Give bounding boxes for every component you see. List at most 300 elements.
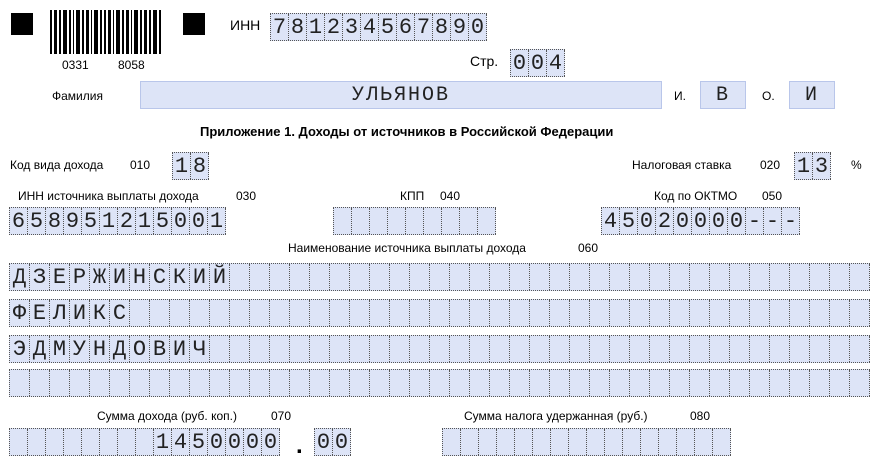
char-cell (810, 370, 830, 396)
tax-sum-field[interactable] (442, 428, 731, 456)
char-cell (710, 336, 730, 362)
income-sum-num: 070 (271, 409, 292, 423)
char-cell: 0 (190, 208, 208, 234)
char-cell (790, 370, 810, 396)
char-cell (590, 264, 610, 290)
char-cell (210, 370, 230, 396)
initial-name-label: И. (674, 89, 686, 103)
char-cell: 4 (602, 208, 620, 234)
char-cell (570, 336, 590, 362)
char-cell: К (170, 264, 190, 290)
char-cell (530, 336, 550, 362)
char-cell (810, 336, 830, 362)
char-cell (350, 336, 370, 362)
char-cell (490, 336, 510, 362)
income-sum-kop-field[interactable] (314, 428, 351, 456)
corner-marker-left (11, 13, 33, 35)
char-cell: Э (10, 336, 30, 362)
char-cell: 1 (173, 153, 191, 179)
char-cell (730, 300, 750, 326)
char-cell (330, 300, 350, 326)
char-cell (770, 336, 790, 362)
char-cell (610, 336, 630, 362)
char-cell: О (130, 336, 150, 362)
char-cell (610, 300, 630, 326)
source-inn-label: ИНН источника выплаты дохода (18, 189, 199, 203)
initial-name-field[interactable]: В (700, 81, 746, 109)
char-cell (118, 429, 136, 455)
char-cell (790, 300, 810, 326)
char-cell: 0 (692, 208, 710, 234)
char-cell (230, 336, 250, 362)
income-sum-rub-field[interactable] (9, 428, 280, 456)
char-cell: Ф (10, 300, 30, 326)
char-cell (370, 370, 390, 396)
barcode-number-left: 0331 (62, 58, 89, 72)
char-cell (750, 336, 770, 362)
char-cell: 4 (172, 429, 190, 455)
char-cell: 8 (433, 14, 451, 40)
char-cell (410, 336, 430, 362)
char-cell (290, 370, 310, 396)
char-cell (136, 429, 154, 455)
decimal-point: . (296, 432, 303, 459)
char-cell: 5 (82, 208, 100, 234)
source-name-line-2[interactable] (9, 299, 870, 327)
char-cell (310, 300, 330, 326)
char-cell (430, 264, 450, 290)
char-cell: 4 (361, 14, 379, 40)
char-cell (442, 208, 460, 234)
char-cell: 0 (674, 208, 692, 234)
char-cell: - (764, 208, 782, 234)
char-cell (390, 370, 410, 396)
char-cell (623, 429, 641, 455)
kpp-label: КПП (400, 189, 425, 203)
char-cell (250, 336, 270, 362)
char-cell (290, 300, 310, 326)
char-cell (50, 370, 70, 396)
char-cell (352, 208, 370, 234)
income-code-field[interactable] (172, 152, 209, 180)
char-cell (478, 208, 496, 234)
char-cell (210, 300, 230, 326)
char-cell: Р (70, 264, 90, 290)
char-cell: 4 (547, 50, 565, 76)
char-cell (590, 370, 610, 396)
char-cell (750, 264, 770, 290)
tax-rate-field[interactable] (794, 152, 831, 180)
char-cell: 0 (469, 14, 487, 40)
char-cell: 8 (46, 208, 64, 234)
char-cell (590, 300, 610, 326)
char-cell: И (190, 264, 210, 290)
char-cell (730, 336, 750, 362)
char-cell (90, 370, 110, 396)
char-cell (350, 264, 370, 290)
char-cell (690, 264, 710, 290)
char-cell (550, 264, 570, 290)
char-cell (690, 336, 710, 362)
tax-rate-unit: % (851, 158, 862, 172)
char-cell: 5 (190, 429, 208, 455)
char-cell (497, 429, 515, 455)
appendix-title: Приложение 1. Доходы от источников в Российской Федерации (200, 124, 614, 139)
char-cell: Н (130, 264, 150, 290)
kpp-field[interactable] (333, 207, 496, 235)
char-cell (10, 370, 30, 396)
oktmo-num: 050 (762, 189, 783, 203)
char-cell: В (150, 336, 170, 362)
surname-label: Фамилия (52, 89, 103, 103)
char-cell (230, 264, 250, 290)
char-cell: Д (30, 336, 50, 362)
char-cell (430, 370, 450, 396)
char-cell: С (110, 300, 130, 326)
char-cell (250, 370, 270, 396)
char-cell (670, 336, 690, 362)
char-cell (530, 370, 550, 396)
char-cell: 5 (28, 208, 46, 234)
char-cell (479, 429, 497, 455)
char-cell (650, 336, 670, 362)
char-cell: 5 (154, 208, 172, 234)
char-cell: 0 (710, 208, 728, 234)
char-cell (850, 370, 870, 396)
char-cell: Н (90, 336, 110, 362)
char-cell (270, 264, 290, 290)
oktmo-field[interactable] (601, 207, 800, 235)
char-cell (210, 336, 230, 362)
char-cell (810, 264, 830, 290)
char-cell (630, 370, 650, 396)
char-cell (100, 429, 118, 455)
char-cell (730, 370, 750, 396)
char-cell: М (50, 336, 70, 362)
char-cell (810, 300, 830, 326)
char-cell (190, 300, 210, 326)
char-cell (350, 300, 370, 326)
char-cell (510, 370, 530, 396)
char-cell (690, 370, 710, 396)
char-cell (370, 300, 390, 326)
char-cell (770, 264, 790, 290)
char-cell: 0 (172, 208, 190, 234)
char-cell (850, 264, 870, 290)
char-cell: Д (110, 336, 130, 362)
char-cell (530, 300, 550, 326)
char-cell (334, 208, 352, 234)
tax-rate-num: 020 (760, 158, 781, 172)
char-cell (270, 300, 290, 326)
char-cell (713, 429, 731, 455)
char-cell (250, 300, 270, 326)
char-cell (30, 370, 50, 396)
char-cell (850, 300, 870, 326)
char-cell (587, 429, 605, 455)
char-cell (490, 300, 510, 326)
char-cell: 0 (315, 429, 333, 455)
page-field[interactable] (510, 49, 565, 77)
char-cell: С (150, 264, 170, 290)
char-cell (510, 336, 530, 362)
char-cell (470, 300, 490, 326)
kpp-num: 040 (440, 189, 461, 203)
char-cell (450, 264, 470, 290)
char-cell (470, 264, 490, 290)
char-cell (370, 208, 388, 234)
char-cell (533, 429, 551, 455)
char-cell: 0 (728, 208, 746, 234)
char-cell: Й (210, 264, 230, 290)
char-cell (390, 336, 410, 362)
char-cell (515, 429, 533, 455)
char-cell (550, 300, 570, 326)
char-cell (570, 264, 590, 290)
char-cell (370, 264, 390, 290)
char-cell: 3 (813, 153, 831, 179)
char-cell (388, 208, 406, 234)
char-cell (310, 264, 330, 290)
char-cell (70, 370, 90, 396)
char-cell (443, 429, 461, 455)
char-cell (470, 336, 490, 362)
char-cell (390, 300, 410, 326)
char-cell (130, 300, 150, 326)
char-cell (250, 264, 270, 290)
char-cell: 6 (397, 14, 415, 40)
char-cell (530, 264, 550, 290)
char-cell (64, 429, 82, 455)
char-cell: 8 (289, 14, 307, 40)
char-cell (82, 429, 100, 455)
char-cell: 0 (638, 208, 656, 234)
char-cell: 0 (262, 429, 280, 455)
inn-label: ИНН (230, 17, 261, 33)
char-cell: И (110, 264, 130, 290)
page-label: Стр. (470, 53, 499, 69)
char-cell (830, 264, 850, 290)
income-code-label: Код вида дохода (10, 158, 104, 172)
char-cell (630, 336, 650, 362)
char-cell: 1 (100, 208, 118, 234)
char-cell (650, 370, 670, 396)
char-cell (230, 370, 250, 396)
char-cell: 3 (343, 14, 361, 40)
char-cell: 0 (511, 50, 529, 76)
char-cell (670, 300, 690, 326)
char-cell (450, 370, 470, 396)
char-cell (570, 370, 590, 396)
source-name-line-3[interactable] (9, 335, 870, 363)
char-cell (406, 208, 424, 234)
char-cell (650, 264, 670, 290)
tax-sum-num: 080 (690, 409, 711, 423)
char-cell (790, 264, 810, 290)
char-cell (770, 300, 790, 326)
char-cell (350, 370, 370, 396)
char-cell: К (90, 300, 110, 326)
char-cell (430, 300, 450, 326)
char-cell (330, 336, 350, 362)
char-cell (461, 429, 479, 455)
char-cell: 0 (529, 50, 547, 76)
char-cell (290, 336, 310, 362)
char-cell: У (70, 336, 90, 362)
char-cell (677, 429, 695, 455)
char-cell (550, 370, 570, 396)
char-cell: 0 (333, 429, 351, 455)
char-cell (830, 300, 850, 326)
char-cell: 5 (379, 14, 397, 40)
initial-patronymic-field[interactable]: И (789, 81, 835, 109)
char-cell: 2 (118, 208, 136, 234)
barcode-number-right: 8058 (118, 58, 145, 72)
char-cell (830, 336, 850, 362)
char-cell (610, 370, 630, 396)
char-cell: 1 (795, 153, 813, 179)
char-cell: 2 (656, 208, 674, 234)
source-name-label: Наименование источника выплаты дохода (288, 241, 526, 255)
char-cell (370, 336, 390, 362)
char-cell (790, 336, 810, 362)
char-cell: 9 (451, 14, 469, 40)
char-cell (770, 370, 790, 396)
char-cell: 1 (136, 208, 154, 234)
char-cell (310, 336, 330, 362)
char-cell (270, 336, 290, 362)
char-cell (750, 300, 770, 326)
char-cell (190, 370, 210, 396)
char-cell (730, 264, 750, 290)
char-cell: Д (10, 264, 30, 290)
char-cell (424, 208, 442, 234)
char-cell (670, 370, 690, 396)
char-cell: Л (50, 300, 70, 326)
char-cell: 1 (208, 208, 226, 234)
source-name-line-1[interactable] (9, 263, 870, 291)
char-cell: 0 (226, 429, 244, 455)
char-cell (450, 300, 470, 326)
barcode (50, 10, 162, 60)
char-cell (659, 429, 677, 455)
char-cell: Ж (90, 264, 110, 290)
char-cell (170, 300, 190, 326)
char-cell: Е (50, 264, 70, 290)
char-cell: 8 (191, 153, 209, 179)
char-cell (710, 300, 730, 326)
char-cell (460, 208, 478, 234)
char-cell: З (30, 264, 50, 290)
char-cell (690, 300, 710, 326)
char-cell: - (746, 208, 764, 234)
char-cell: И (170, 336, 190, 362)
char-cell (590, 336, 610, 362)
char-cell (270, 370, 290, 396)
char-cell (605, 429, 623, 455)
char-cell (630, 264, 650, 290)
oktmo-label: Код по ОКТМО (654, 189, 738, 203)
char-cell: 7 (415, 14, 433, 40)
char-cell (490, 264, 510, 290)
char-cell (551, 429, 569, 455)
income-code-num: 010 (130, 158, 151, 172)
char-cell (410, 264, 430, 290)
char-cell: 0 (244, 429, 262, 455)
source-inn-field[interactable] (9, 207, 226, 235)
char-cell (46, 429, 64, 455)
char-cell: 1 (154, 429, 172, 455)
char-cell (230, 300, 250, 326)
char-cell (570, 300, 590, 326)
char-cell (310, 370, 330, 396)
char-cell (150, 370, 170, 396)
char-cell (490, 370, 510, 396)
char-cell (450, 336, 470, 362)
char-cell (670, 264, 690, 290)
char-cell: 0 (208, 429, 226, 455)
source-inn-num: 030 (236, 189, 257, 203)
char-cell (130, 370, 150, 396)
char-cell: 5 (620, 208, 638, 234)
char-cell (830, 370, 850, 396)
char-cell (470, 370, 490, 396)
char-cell (290, 264, 310, 290)
char-cell (710, 370, 730, 396)
tax-sum-label: Сумма налога удержанная (руб.) (464, 409, 648, 423)
char-cell: 9 (64, 208, 82, 234)
char-cell (28, 429, 46, 455)
char-cell (10, 429, 28, 455)
char-cell: 6 (10, 208, 28, 234)
char-cell: Ч (190, 336, 210, 362)
corner-marker-right (183, 13, 205, 35)
char-cell: Е (30, 300, 50, 326)
char-cell: 2 (325, 14, 343, 40)
income-sum-label: Сумма дохода (руб. коп.) (97, 409, 237, 423)
char-cell (510, 264, 530, 290)
char-cell (110, 370, 130, 396)
char-cell: 1 (307, 14, 325, 40)
char-cell: - (782, 208, 800, 234)
char-cell: 7 (271, 14, 289, 40)
char-cell (850, 336, 870, 362)
initial-patronymic-label: О. (762, 89, 775, 103)
char-cell (750, 370, 770, 396)
char-cell (641, 429, 659, 455)
char-cell (550, 336, 570, 362)
char-cell (330, 264, 350, 290)
inn-field[interactable] (270, 13, 487, 41)
char-cell (695, 429, 713, 455)
char-cell (630, 300, 650, 326)
source-name-num: 060 (578, 241, 599, 255)
char-cell (390, 264, 410, 290)
char-cell (430, 336, 450, 362)
surname-field[interactable]: УЛЬЯНОВ (140, 81, 662, 109)
char-cell (150, 300, 170, 326)
char-cell (170, 370, 190, 396)
char-cell (410, 300, 430, 326)
tax-rate-label: Налоговая ставка (632, 158, 732, 172)
char-cell (510, 300, 530, 326)
char-cell: И (70, 300, 90, 326)
source-name-line-4[interactable] (9, 369, 870, 397)
char-cell (569, 429, 587, 455)
char-cell (650, 300, 670, 326)
char-cell (710, 264, 730, 290)
char-cell (330, 370, 350, 396)
